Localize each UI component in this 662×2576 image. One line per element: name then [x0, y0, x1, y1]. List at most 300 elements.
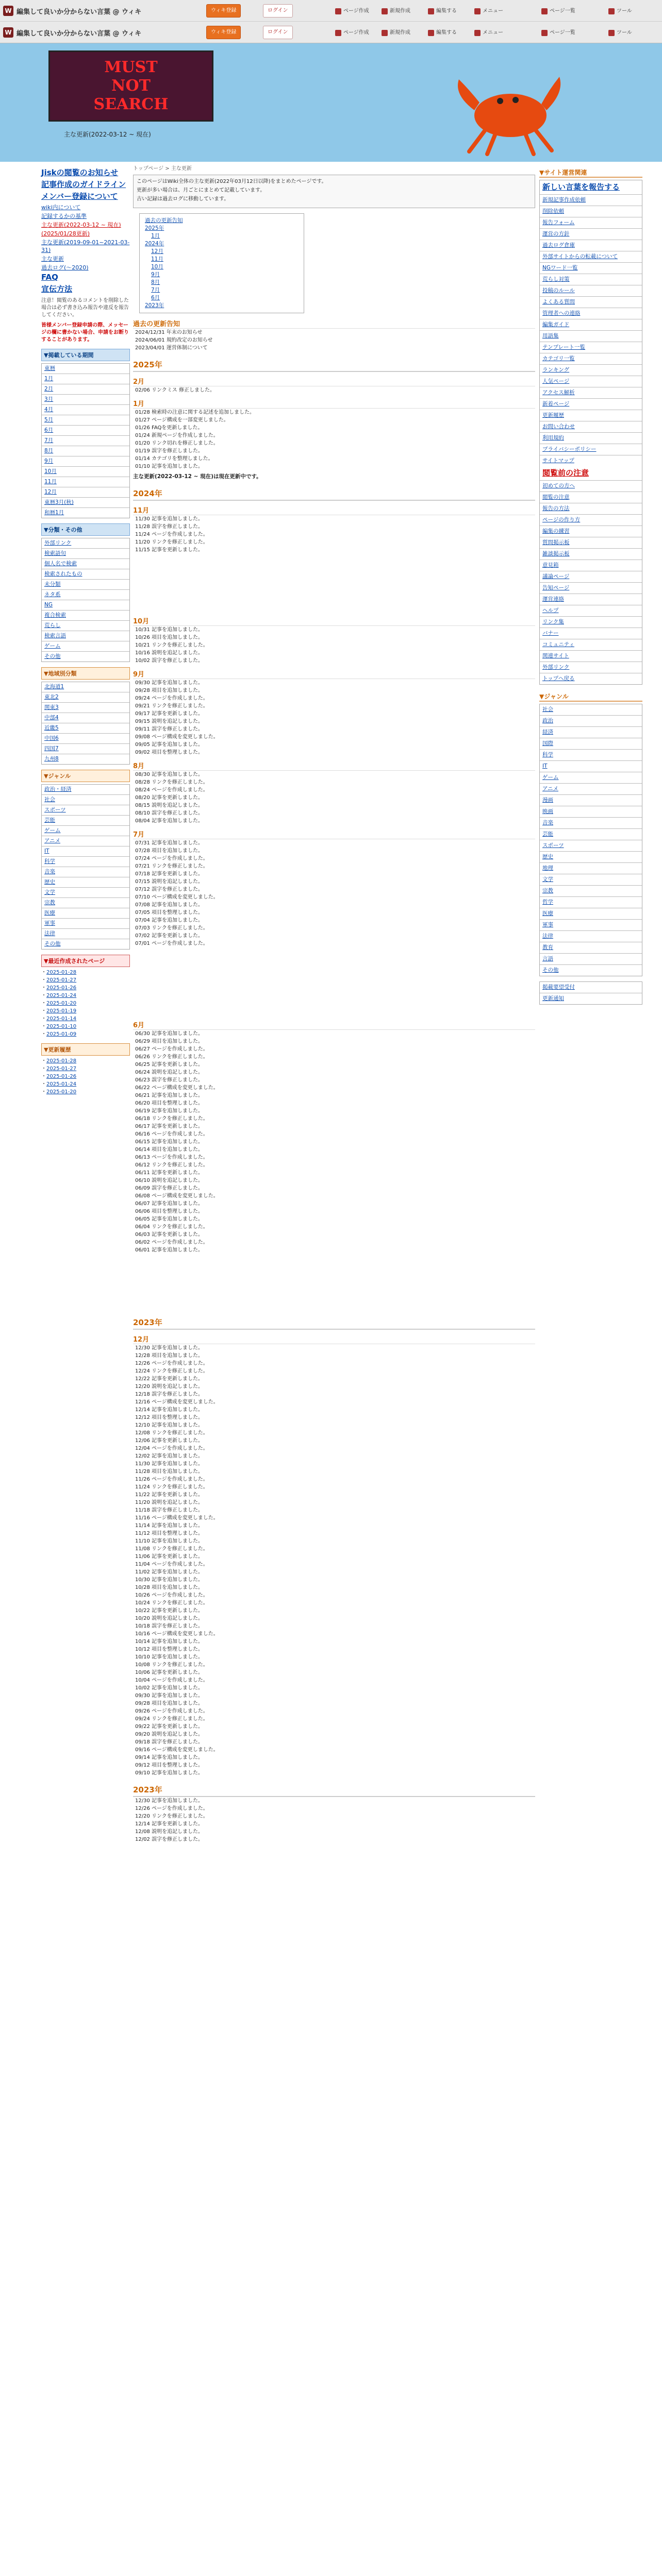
update-entry[interactable]: 08/10 誤字を修正しました。	[135, 810, 203, 816]
update-item[interactable]: ・ 2025-01-27	[41, 1065, 130, 1073]
site-logo-2[interactable]	[3, 26, 141, 39]
sidebar-link[interactable]: 法律	[540, 931, 642, 942]
sidebar-link[interactable]: 地理	[540, 863, 642, 874]
genre-item[interactable]: 歴史	[42, 877, 129, 888]
recent-item[interactable]: ・ 2025-01-27	[41, 977, 130, 984]
update-entry[interactable]: 01/24 新規ページを作成しました。	[135, 433, 219, 438]
cat-item[interactable]: その他	[44, 653, 61, 659]
update-entry[interactable]: 08/15 説明を追記しました。	[135, 803, 203, 808]
sidebar-link[interactable]: 社会	[540, 704, 642, 716]
update-entry[interactable]: 12/04 ページを作成しました。	[135, 1446, 208, 1451]
update-entry[interactable]: 06/25 記事を更新しました。	[135, 1062, 203, 1067]
update-entry[interactable]: 06/24 説明を追記しました。	[135, 1070, 203, 1075]
update-entry[interactable]: 01/28 検索時の注意に関する記述を追加しました。	[135, 410, 255, 415]
region-item[interactable]: 中部4	[42, 713, 129, 723]
sidebar-link[interactable]: コミュニティ	[540, 639, 642, 651]
update-entry[interactable]: 11/06 記事を更新しました。	[135, 1554, 203, 1560]
update-entry[interactable]: 07/12 誤字を修正しました。	[135, 887, 203, 892]
cat-item[interactable]: ネタ系	[42, 590, 129, 600]
page-create-link-2[interactable]: ページ作成	[335, 29, 369, 37]
update-entry[interactable]: 10/04 ページを作成しました。	[135, 1677, 208, 1683]
nav-updates-old[interactable]: 主な更新(2019-09-01~2021-03-31)	[41, 239, 130, 253]
update-entry[interactable]: 01/19 誤字を修正しました。	[135, 448, 203, 454]
update-entry[interactable]: 10/10 記事を追加しました。	[135, 1654, 203, 1660]
genre-item[interactable]: ゲーム	[42, 826, 129, 836]
update-entry[interactable]: 07/15 説明を追記しました。	[135, 879, 203, 885]
nav-jisk-notice[interactable]: Jiskの閲覧のお知らせ	[41, 168, 119, 177]
update-entry[interactable]: 06/23 誤字を修正しました。	[135, 1077, 203, 1083]
update-entry[interactable]: 12/12 項目を整理しました。	[135, 1415, 203, 1420]
update-entry[interactable]: 01/14 カテゴリを整理しました。	[135, 456, 213, 462]
update-entry[interactable]: 11/22 記事を更新しました。	[135, 1492, 203, 1498]
sidebar-link[interactable]: 新着ページ	[540, 399, 642, 410]
update-entry[interactable]: 11/14 記事を追加しました。	[135, 1523, 203, 1529]
update-entry[interactable]: 09/05 記事を追加しました。	[135, 742, 203, 748]
update-entry[interactable]: 07/28 項目を追加しました。	[135, 848, 203, 854]
sidebar-link[interactable]: 閲覧の注意	[540, 492, 642, 503]
nav-archive[interactable]: 過去ログ(〜2020)	[41, 264, 89, 271]
period-item[interactable]: 1月	[42, 374, 129, 384]
sidebar-link[interactable]: 宗教	[540, 886, 642, 897]
region-item[interactable]: 関東3	[42, 703, 129, 713]
genre-item[interactable]: アニメ	[42, 836, 129, 846]
update-entry[interactable]: 09/02 項目を整理しました。	[135, 750, 203, 755]
update-entry[interactable]: 11/02 記事を追加しました。	[135, 1569, 203, 1575]
update-entry[interactable]: 07/03 リンクを修正しました。	[135, 925, 208, 931]
update-entry[interactable]: 08/28 リンクを修正しました。	[135, 779, 208, 785]
toc-item[interactable]: 2025年	[145, 225, 164, 231]
update-entry[interactable]: 07/05 項目を整理しました。	[135, 910, 203, 916]
update-entry[interactable]: 01/10 記事を追加しました。	[135, 464, 203, 469]
period-item[interactable]: 4月	[42, 405, 129, 415]
region-item[interactable]: 北海道1	[42, 682, 129, 692]
update-entry[interactable]: 09/18 誤字を修正しました。	[135, 1739, 203, 1745]
cat-item[interactable]: 検索されたもの	[42, 569, 129, 580]
update-entry[interactable]: 11/12 項目を整理しました。	[135, 1531, 203, 1536]
sidebar-link[interactable]: リンク集	[540, 617, 642, 628]
menu-link-2[interactable]: メニュー	[474, 29, 503, 37]
recent-item[interactable]: ・ 2025-01-19	[41, 1008, 130, 1015]
update-entry[interactable]: 06/03 記事を更新しました。	[135, 1232, 203, 1238]
update-entry[interactable]: 12/14 記事を更新しました。	[135, 1821, 203, 1827]
update-entry[interactable]: 12/16 ページ構成を変更しました。	[135, 1399, 219, 1405]
update-entry[interactable]: 06/14 項目を追加しました。	[135, 1147, 203, 1153]
sidebar-link[interactable]: 荒らし対策	[540, 274, 642, 285]
region-item[interactable]: 近畿5	[42, 723, 129, 734]
period-item[interactable]: 8月	[42, 446, 129, 456]
nav-member-register[interactable]: メンバー登録について	[41, 192, 118, 201]
toc-item[interactable]: 11月	[151, 256, 163, 262]
sidebar-link[interactable]: 映画	[540, 806, 642, 818]
sidebar-link[interactable]: 雑談掲示板	[540, 549, 642, 560]
tools-link[interactable]: ツール	[608, 7, 632, 15]
sidebar-link[interactable]: 初めての方へ	[540, 481, 642, 492]
update-entry[interactable]: 08/24 ページを作成しました。	[135, 787, 208, 793]
sidebar-link[interactable]: 教育	[540, 942, 642, 954]
toc-item[interactable]: 8月	[151, 279, 160, 285]
genre-item[interactable]: 芸能	[42, 816, 129, 826]
period-item[interactable]: 10月	[42, 467, 129, 477]
sidebar-link[interactable]: 運営の方針	[540, 229, 642, 240]
update-entry[interactable]: 06/12 リンクを修正しました。	[135, 1162, 208, 1168]
nav-updates[interactable]: 主な更新	[41, 256, 64, 262]
cat-item[interactable]: 未分類	[42, 580, 129, 590]
update-entry[interactable]: 06/16 ページを作成しました。	[135, 1131, 208, 1137]
update-entry[interactable]: 09/11 誤字を修正しました。	[135, 726, 203, 732]
update-entry[interactable]: 12/30 記事を追加しました。	[135, 1798, 203, 1804]
update-entry[interactable]: 06/08 ページ構成を変更しました。	[135, 1193, 219, 1199]
update-entry[interactable]: 06/04 リンクを修正しました。	[135, 1224, 208, 1230]
cat-item[interactable]: 検索言語	[42, 631, 129, 641]
update-entry[interactable]: 09/10 記事を追加しました。	[135, 1770, 203, 1776]
past-item[interactable]: 2024/06/01 規約改定のお知らせ	[135, 337, 213, 343]
sidebar-link[interactable]: 軍事	[540, 920, 642, 931]
sidebar-link[interactable]: 報告の方法	[540, 503, 642, 515]
edit-link[interactable]: 編集する	[428, 7, 457, 15]
sidebar-link[interactable]: 言語	[540, 954, 642, 965]
update-entry[interactable]: 10/02 記事を追加しました。	[135, 1685, 203, 1691]
period-item[interactable]: 5月	[42, 415, 129, 426]
genre-item[interactable]: 医療	[42, 908, 129, 919]
update-entry[interactable]: 12/02 記事を追加しました。	[135, 1453, 203, 1459]
recent-item[interactable]: ・ 2025-01-14	[41, 1015, 130, 1023]
sidebar-link[interactable]: 意見箱	[540, 560, 642, 571]
genre-item[interactable]: 音楽	[42, 867, 129, 877]
sidebar-link[interactable]: 運営連絡	[540, 594, 642, 605]
period-item[interactable]: 3月	[42, 395, 129, 405]
update-entry[interactable]: 06/02 ページを作成しました。	[135, 1240, 208, 1245]
update-entry[interactable]: 12/24 リンクを修正しました。	[135, 1368, 208, 1374]
update-entry[interactable]: 06/05 記事を追加しました。	[135, 1216, 203, 1222]
update-entry[interactable]: 01/27 ページ構成を一部変更しました。	[135, 417, 229, 423]
sidebar-link[interactable]: 国際	[540, 738, 642, 750]
update-entry[interactable]: 07/01 ページを作成しました。	[135, 941, 208, 946]
sidebar-link[interactable]: プライバシーポリシー	[540, 444, 642, 455]
genre-item[interactable]: IT	[42, 846, 129, 857]
update-entry[interactable]: 11/20 リンクを修正しました。	[135, 539, 208, 545]
edit-link-2[interactable]: 編集する	[428, 29, 457, 37]
sidebar-link[interactable]: 医療	[540, 908, 642, 920]
update-entry[interactable]: 11/04 ページを作成しました。	[135, 1562, 208, 1567]
genre-item[interactable]: 科学	[42, 857, 129, 867]
update-entry[interactable]: 10/16 ページ構成を変更しました。	[135, 1631, 219, 1637]
sidebar-link[interactable]: 歴史	[540, 852, 642, 863]
update-entry[interactable]: 01/26 FAQを更新しました。	[135, 425, 203, 431]
update-entry[interactable]: 07/04 記事を追加しました。	[135, 918, 203, 923]
update-entry[interactable]: 11/20 説明を追記しました。	[135, 1500, 203, 1505]
cat-item[interactable]: ゲーム	[42, 641, 129, 652]
sidebar-link[interactable]: カテゴリ一覧	[540, 353, 642, 365]
update-entry[interactable]: 08/30 記事を追加しました。	[135, 772, 203, 777]
sidebar-link[interactable]: 漫画	[540, 795, 642, 806]
sidebar-link[interactable]: 経済	[540, 727, 642, 738]
update-entry[interactable]: 12/26 ページを作成しました。	[135, 1806, 208, 1811]
genre-item[interactable]: 社会	[42, 795, 129, 805]
sidebar-link[interactable]: サイトマップ	[542, 457, 574, 464]
update-entry[interactable]: 07/31 記事を追加しました。	[135, 840, 203, 846]
period-item[interactable]: 9月	[42, 456, 129, 467]
update-entry[interactable]: 12/14 記事を追加しました。	[135, 1407, 203, 1413]
update-entry[interactable]: 09/30 記事を追加しました。	[135, 680, 203, 686]
update-entry[interactable]: 10/30 記事を追加しました。	[135, 1577, 203, 1583]
update-entry[interactable]: 09/28 項目を追加しました。	[135, 1701, 203, 1706]
sidebar-link[interactable]: 編集の練習	[540, 526, 642, 537]
recent-item[interactable]: ・ 2025-01-20	[41, 1000, 130, 1007]
update-entry[interactable]: 12/20 リンクを修正しました。	[135, 1814, 208, 1819]
sidebar-link[interactable]: ゲーム	[540, 772, 642, 784]
sidebar-link[interactable]: 投稿のルール	[540, 285, 642, 297]
cat-item[interactable]: 複合検索	[42, 611, 129, 621]
update-entry[interactable]: 12/10 記事を追加しました。	[135, 1422, 203, 1428]
update-entry[interactable]: 09/30 記事を追加しました。	[135, 1693, 203, 1699]
update-entry[interactable]: 10/20 説明を追記しました。	[135, 1616, 203, 1621]
update-entry[interactable]: 09/28 項目を追加しました。	[135, 688, 203, 693]
sidebar-link[interactable]: IT	[540, 761, 642, 772]
update-entry[interactable]: 10/02 誤字を修正しました。	[135, 658, 203, 664]
update-entry[interactable]: 10/28 項目を追加しました。	[135, 1585, 203, 1590]
update-entry[interactable]: 11/18 誤字を修正しました。	[135, 1507, 203, 1513]
register-button-2[interactable]: ウィキ登録	[206, 26, 241, 39]
sidebar-link[interactable]: 音楽	[540, 818, 642, 829]
menu-link[interactable]: メニュー	[474, 7, 503, 15]
recent-item[interactable]: ・ 2025-01-10	[41, 1023, 130, 1030]
period-item[interactable]: 11月	[42, 477, 129, 487]
update-entry[interactable]: 09/20 説明を追記しました。	[135, 1732, 203, 1737]
past-item[interactable]: 2023/04/01 運営体制について	[135, 345, 208, 351]
update-entry[interactable]: 06/06 項目を整理しました。	[135, 1209, 203, 1214]
sidebar-link[interactable]: お問い合わせ	[540, 421, 642, 433]
update-entry[interactable]: 11/08 リンクを修正しました。	[135, 1546, 208, 1552]
update-entry[interactable]: 10/14 記事を追加しました。	[135, 1639, 203, 1645]
toc-item[interactable]: 過去の更新告知	[145, 217, 183, 224]
update-entry[interactable]: 02/06 リンクミス 修正しました。	[135, 387, 215, 393]
sidebar-link[interactable]: 更新履歴	[540, 410, 642, 421]
update-entry[interactable]: 06/27 ページを作成しました。	[135, 1046, 208, 1052]
update-entry[interactable]: 07/24 ページを作成しました。	[135, 856, 208, 861]
period-item[interactable]: 7月	[42, 436, 129, 446]
update-entry[interactable]: 09/24 ページを作成しました。	[135, 696, 208, 701]
update-entry[interactable]: 12/06 記事を更新しました。	[135, 1438, 203, 1444]
sidebar-link[interactable]: スポーツ	[540, 840, 642, 852]
page-list-link[interactable]: ページ一覧	[541, 7, 575, 15]
update-entry[interactable]: 09/08 ページ構成を変更しました。	[135, 734, 219, 740]
update-entry[interactable]: 10/24 リンクを修正しました。	[135, 1600, 208, 1606]
cat-item[interactable]: 外部リンク	[42, 538, 129, 549]
sidebar-link[interactable]: 人気ページ	[540, 376, 642, 387]
update-entry[interactable]: 11/15 記事を更新しました。	[135, 547, 203, 553]
sidebar-link[interactable]: アクセス解析	[540, 387, 642, 399]
update-entry[interactable]: 10/16 説明を追記しました。	[135, 650, 203, 656]
update-entry[interactable]: 10/22 記事を更新しました。	[135, 1608, 203, 1614]
genre-item[interactable]: スポーツ	[42, 805, 129, 816]
update-entry[interactable]: 12/02 誤字を修正しました。	[135, 1837, 203, 1842]
update-entry[interactable]: 10/26 ページを作成しました。	[135, 1592, 208, 1598]
sidebar-link[interactable]: 外部サイトからの転載について	[540, 251, 642, 263]
update-entry[interactable]: 07/10 ページ構成を変更しました。	[135, 894, 219, 900]
sidebar-link[interactable]: 利用規約	[540, 433, 642, 444]
recent-item[interactable]: ・ 2025-01-24	[41, 992, 130, 999]
register-button[interactable]: ウィキ登録	[206, 4, 241, 18]
sidebar-link[interactable]: 外部リンク	[540, 662, 642, 673]
sidebar-link[interactable]: 掲載要望受付	[540, 982, 642, 993]
update-entry[interactable]: 11/24 リンクを修正しました。	[135, 1484, 208, 1490]
update-entry[interactable]: 11/26 ページを作成しました。	[135, 1477, 208, 1482]
update-entry[interactable]: 12/26 ページを作成しました。	[135, 1361, 208, 1366]
nav-advertise[interactable]: 宣伝方法	[41, 284, 73, 294]
page-create-link[interactable]: ページ作成	[335, 7, 369, 15]
update-entry[interactable]: 10/08 リンクを修正しました。	[135, 1662, 208, 1668]
toc-item[interactable]: 2024年	[145, 241, 164, 247]
login-button[interactable]: ログイン	[263, 4, 293, 18]
report-new-word-link[interactable]: 新しい言葉を報告する	[540, 180, 642, 195]
new-create-link-2[interactable]: 新規作成	[382, 29, 410, 37]
update-entry[interactable]: 07/02 記事を更新しました。	[135, 933, 203, 939]
pre-read-notice-link[interactable]: 閲覧前の注意	[540, 466, 642, 481]
update-entry[interactable]: 09/22 記事を更新しました。	[135, 1724, 203, 1730]
update-entry[interactable]: 09/24 リンクを修正しました。	[135, 1716, 208, 1722]
cat-item[interactable]: 検索語句	[42, 549, 129, 559]
update-entry[interactable]: 12/28 項目を追加しました。	[135, 1353, 203, 1359]
sidebar-link[interactable]: トップへ戻る	[542, 675, 575, 682]
sidebar-link[interactable]: 政治	[540, 716, 642, 727]
update-entry[interactable]: 11/10 記事を追加しました。	[135, 1538, 203, 1544]
toc-item[interactable]: 6月	[151, 295, 160, 301]
update-entry[interactable]: 06/11 記事を更新しました。	[135, 1170, 203, 1176]
update-entry[interactable]: 06/15 記事を追加しました。	[135, 1139, 203, 1145]
cat-item[interactable]: NG	[42, 600, 129, 611]
update-entry[interactable]: 06/10 説明を追記しました。	[135, 1178, 203, 1183]
tools-link-2[interactable]: ツール	[608, 29, 632, 37]
sidebar-link[interactable]: バナー	[540, 628, 642, 639]
region-item[interactable]: 東北2	[42, 692, 129, 703]
update-entry[interactable]: 11/24 ページを作成しました。	[135, 532, 208, 537]
update-entry[interactable]: 06/17 記事を更新しました。	[135, 1124, 203, 1129]
update-entry[interactable]: 11/28 誤字を修正しました。	[135, 524, 203, 530]
update-item[interactable]: ・ 2025-01-28	[41, 1058, 130, 1065]
sidebar-link[interactable]: 関連サイト	[540, 651, 642, 662]
sidebar-link[interactable]: 告知ページ	[540, 583, 642, 594]
nav-guideline[interactable]: 記事作成のガイドライン	[41, 180, 126, 189]
update-entry[interactable]: 11/16 ページ構成を変更しました。	[135, 1515, 219, 1521]
update-entry[interactable]: 06/09 誤字を修正しました。	[135, 1185, 203, 1191]
update-entry[interactable]: 11/30 記事を追加しました。	[135, 1461, 203, 1467]
period-item[interactable]: 東暦	[42, 364, 129, 374]
sidebar-link[interactable]: 議論ページ	[540, 571, 642, 583]
update-entry[interactable]: 10/12 項目を整理しました。	[135, 1647, 203, 1652]
period-item[interactable]: 和暦1月	[44, 510, 64, 516]
sidebar-link[interactable]: 過去ログ倉庫	[540, 240, 642, 251]
sidebar-link[interactable]: 芸能	[540, 829, 642, 840]
sidebar-link[interactable]: アニメ	[540, 784, 642, 795]
toc-item[interactable]: 2023年	[145, 302, 164, 309]
new-create-link[interactable]: 新規作成	[382, 7, 410, 15]
sidebar-link[interactable]: 哲学	[540, 897, 642, 908]
login-button-2[interactable]: ログイン	[263, 26, 293, 39]
update-entry[interactable]: 12/22 記事を更新しました。	[135, 1376, 203, 1382]
update-entry[interactable]: 06/22 ページ構成を変更しました。	[135, 1085, 219, 1091]
genre-item[interactable]: 宗教	[42, 898, 129, 908]
site-banner[interactable]	[48, 50, 213, 122]
period-item[interactable]: 東暦3月(秋)	[42, 498, 129, 508]
update-entry[interactable]: 09/26 ページを作成しました。	[135, 1708, 208, 1714]
update-entry[interactable]: 06/07 記事を追加しました。	[135, 1201, 203, 1207]
period-item[interactable]: 2月	[42, 384, 129, 395]
update-entry[interactable]: 09/15 説明を追記しました。	[135, 719, 203, 724]
update-entry[interactable]: 10/18 誤字を修正しました。	[135, 1623, 203, 1629]
sidebar-link[interactable]: ランキング	[540, 365, 642, 376]
toc-item[interactable]: 1月	[151, 233, 160, 239]
update-entry[interactable]: 06/21 記事を追加しました。	[135, 1093, 203, 1098]
breadcrumb[interactable]: トップページ > 主な更新	[133, 166, 192, 172]
genre-item[interactable]: 法律	[42, 929, 129, 939]
update-entry[interactable]: 09/16 ページ構成を変更しました。	[135, 1747, 219, 1753]
update-entry[interactable]: 12/08 リンクを修正しました。	[135, 1430, 208, 1436]
update-entry[interactable]: 12/08 説明を追記しました。	[135, 1829, 203, 1835]
past-item[interactable]: 2024/12/31 年末のお知らせ	[135, 330, 203, 335]
update-entry[interactable]: 09/14 記事を追加しました。	[135, 1755, 203, 1760]
genre-item[interactable]: 文学	[42, 888, 129, 898]
sidebar-link[interactable]: 削除依頼	[540, 206, 642, 217]
nav-main-updates[interactable]: 主な更新(2022-03-12 ~ 現在)	[41, 222, 121, 228]
sidebar-link[interactable]: 新規記事作成依頼	[540, 195, 642, 206]
sidebar-link[interactable]: ヘルプ	[540, 605, 642, 617]
sidebar-link[interactable]: その他	[542, 967, 559, 973]
cat-item[interactable]: 荒らし	[42, 621, 129, 631]
update-entry[interactable]: 06/18 リンクを修正しました。	[135, 1116, 208, 1122]
page-list-link-2[interactable]: ページ一覧	[541, 29, 575, 37]
sidebar-link[interactable]: NGワード一覧	[540, 263, 642, 274]
update-entry[interactable]: 01/20 リンク切れを修正しました。	[135, 440, 219, 446]
update-entry[interactable]: 10/21 リンクを修正しました。	[135, 642, 208, 648]
period-item[interactable]: 6月	[42, 426, 129, 436]
sidebar-link[interactable]: ページの作り方	[540, 515, 642, 526]
toc-item[interactable]: 7月	[151, 287, 160, 293]
update-entry[interactable]: 09/17 記事を更新しました。	[135, 711, 203, 717]
nav-faq[interactable]: FAQ	[41, 273, 58, 282]
region-item[interactable]: 九州8	[44, 756, 59, 762]
toc-item[interactable]: 9月	[151, 272, 160, 278]
update-entry[interactable]: 07/21 リンクを修正しました。	[135, 863, 208, 869]
update-entry[interactable]: 06/26 リンクを修正しました。	[135, 1054, 208, 1060]
sidebar-link[interactable]: 更新通知	[542, 995, 564, 1002]
update-entry[interactable]: 08/20 記事を更新しました。	[135, 795, 203, 801]
update-entry[interactable]: 11/28 項目を追加しました。	[135, 1469, 203, 1475]
update-entry[interactable]: 06/20 項目を整理しました。	[135, 1100, 203, 1106]
update-entry[interactable]: 08/04 記事を追加しました。	[135, 818, 203, 824]
genre-item[interactable]: 政治・経済	[42, 785, 129, 795]
region-item[interactable]: 中国6	[42, 734, 129, 744]
update-entry[interactable]: 12/18 誤字を修正しました。	[135, 1392, 203, 1397]
update-entry[interactable]: 09/21 リンクを修正しました。	[135, 703, 208, 709]
update-entry[interactable]: 10/26 項目を追加しました。	[135, 635, 203, 640]
sidebar-link[interactable]: 報告フォーム	[540, 217, 642, 229]
cat-item[interactable]: 個人名で検索	[42, 559, 129, 569]
sidebar-link[interactable]: テンプレート一覧	[540, 342, 642, 353]
sidebar-link[interactable]: 編集ガイド	[540, 319, 642, 331]
update-item[interactable]: ・ 2025-01-20	[41, 1089, 130, 1096]
region-item[interactable]: 四国7	[42, 744, 129, 754]
update-entry[interactable]: 09/12 項目を整理しました。	[135, 1762, 203, 1768]
sidebar-link[interactable]: 用語集	[540, 331, 642, 342]
update-entry[interactable]: 06/30 記事を追加しました。	[135, 1031, 203, 1037]
sidebar-link[interactable]: 管理者への連絡	[540, 308, 642, 319]
sidebar-link[interactable]: 科学	[540, 750, 642, 761]
recent-item[interactable]: ・ 2025-01-09	[41, 1031, 130, 1038]
update-entry[interactable]: 07/08 記事を追加しました。	[135, 902, 203, 908]
recent-item[interactable]: ・ 2025-01-28	[41, 969, 130, 976]
update-entry[interactable]: 07/18 記事を更新しました。	[135, 871, 203, 877]
site-logo[interactable]	[3, 5, 141, 17]
